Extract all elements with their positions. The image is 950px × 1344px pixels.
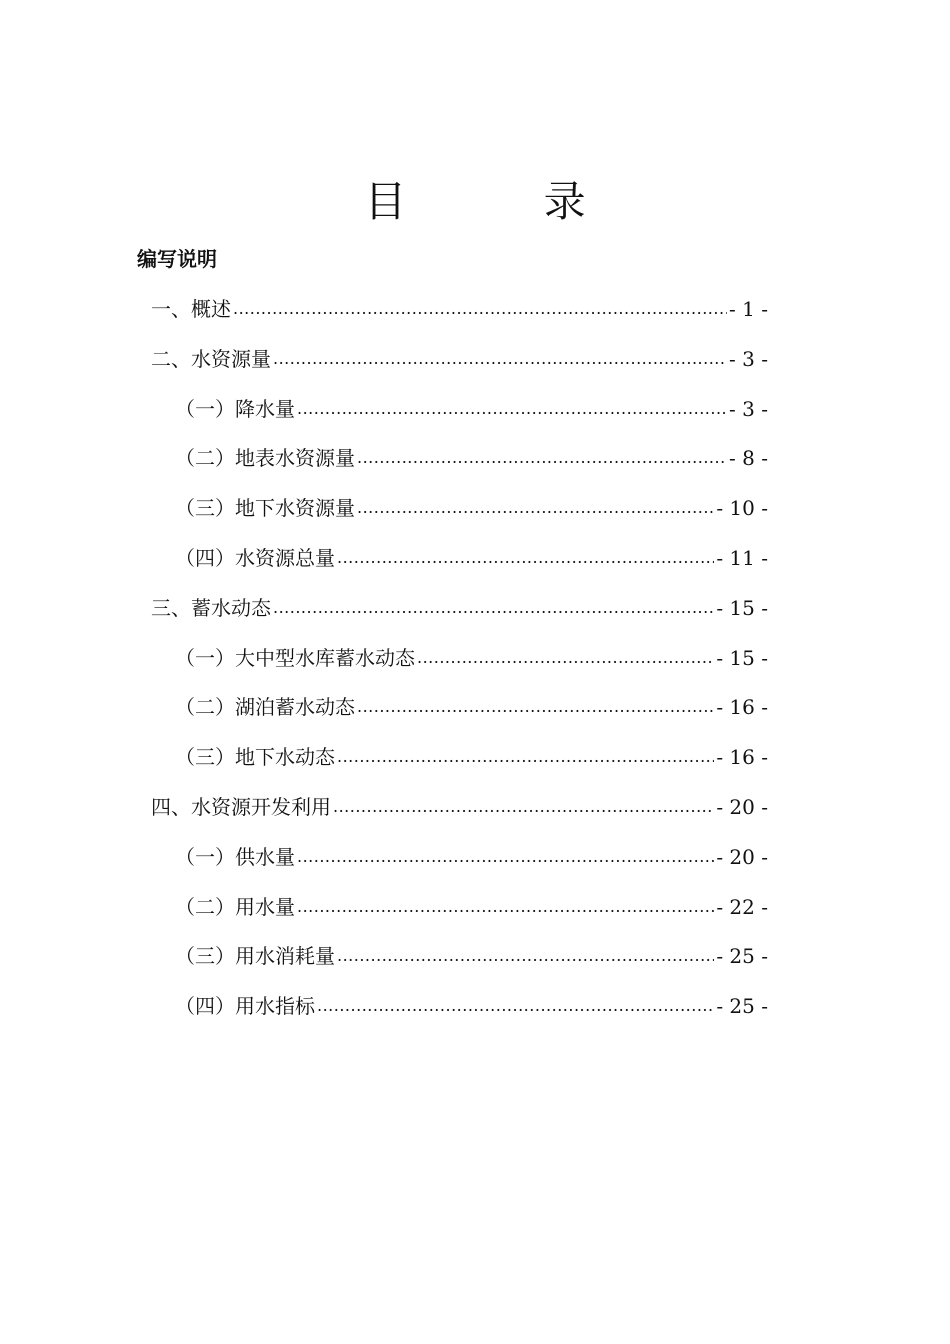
toc-entry-precipitation[interactable] xyxy=(0,394,950,444)
toc-entry-label: （二）地表水资源量 xyxy=(175,446,355,471)
toc-entry-label: （二）湖泊蓄水动态 xyxy=(175,695,355,720)
toc-leader-dots xyxy=(357,443,727,473)
toc-entry-lake-storage[interactable] xyxy=(0,692,950,742)
toc-entry-storage-dynamics[interactable] xyxy=(0,593,950,643)
toc-entry-label: （四）用水指标 xyxy=(175,994,315,1019)
toc-page-number: - 15 - xyxy=(716,645,768,670)
toc-page-number: - 3 - xyxy=(729,346,768,371)
toc-entry-groundwater[interactable] xyxy=(0,493,950,543)
toc-page-number: - 11 - xyxy=(716,545,768,570)
toc-page-number: - 15 - xyxy=(716,595,768,620)
page-title: 目 录 xyxy=(364,177,648,227)
toc-leader-dots xyxy=(297,842,714,872)
toc-entry-reservoir-storage[interactable] xyxy=(0,643,950,693)
toc-page-number: - 20 - xyxy=(716,794,768,819)
toc-leader-dots xyxy=(273,344,727,374)
toc-entry-water-use[interactable] xyxy=(0,792,950,842)
toc-leader-dots xyxy=(317,991,714,1021)
toc-entry-total-water[interactable] xyxy=(0,543,950,593)
toc-entry-water-depletion[interactable] xyxy=(0,941,950,991)
toc-entry-groundwater-dynamics[interactable] xyxy=(0,742,950,792)
toc-entry-water-supply[interactable] xyxy=(0,842,950,892)
toc-leader-dots xyxy=(233,294,727,324)
toc-page-number: - 8 - xyxy=(729,446,768,471)
toc-entry-label: （四）水资源总量 xyxy=(175,545,335,570)
toc-entry-label: （三）地下水动态 xyxy=(175,745,335,770)
toc-entry-label: 二、水资源量 xyxy=(151,346,271,371)
toc-preface-heading: 编写说明 xyxy=(137,247,217,271)
toc-entry-label: （一）大中型水库蓄水动态 xyxy=(175,645,415,670)
toc-page-number: - 25 - xyxy=(716,994,768,1019)
toc-page-number: - 25 - xyxy=(716,944,768,969)
toc-page-number: - 16 - xyxy=(716,745,768,770)
toc-leader-dots xyxy=(273,593,714,623)
toc-entry-label: （三）地下水资源量 xyxy=(175,496,355,521)
toc-leader-dots xyxy=(357,692,714,722)
toc-entry-water-indicators[interactable] xyxy=(0,991,950,1041)
toc-entry-label: （一）降水量 xyxy=(175,396,295,421)
toc-entry-label: （二）用水量 xyxy=(175,894,295,919)
toc-entry-label: 四、水资源开发利用 xyxy=(151,794,331,819)
toc-page-number: - 10 - xyxy=(716,496,768,521)
toc-leader-dots xyxy=(333,792,714,822)
toc-page-number: - 1 - xyxy=(729,297,768,321)
toc-entry-label: （一）供水量 xyxy=(175,844,295,869)
toc-leader-dots xyxy=(337,543,714,573)
toc-page-number: - 22 - xyxy=(716,894,768,919)
toc-leader-dots xyxy=(297,394,727,424)
toc-page-number: - 16 - xyxy=(716,695,768,720)
toc-page-number: - 3 - xyxy=(729,396,768,421)
table-of-contents xyxy=(0,294,950,1041)
toc-page-number: - 20 - xyxy=(716,844,768,869)
toc-entry-water-consumption[interactable] xyxy=(0,892,950,942)
toc-leader-dots xyxy=(337,941,714,971)
toc-entry-surface-water[interactable] xyxy=(0,443,950,493)
toc-leader-dots xyxy=(357,493,714,523)
toc-entry-overview[interactable] xyxy=(0,294,950,344)
toc-entry-water-resources[interactable] xyxy=(0,344,950,394)
toc-entry-label: （三）用水消耗量 xyxy=(175,944,335,969)
toc-leader-dots xyxy=(297,892,714,922)
toc-entry-label: 一、概述 xyxy=(151,297,231,321)
toc-entry-label: 三、蓄水动态 xyxy=(151,595,271,620)
toc-leader-dots xyxy=(337,742,714,772)
toc-leader-dots xyxy=(417,643,714,673)
